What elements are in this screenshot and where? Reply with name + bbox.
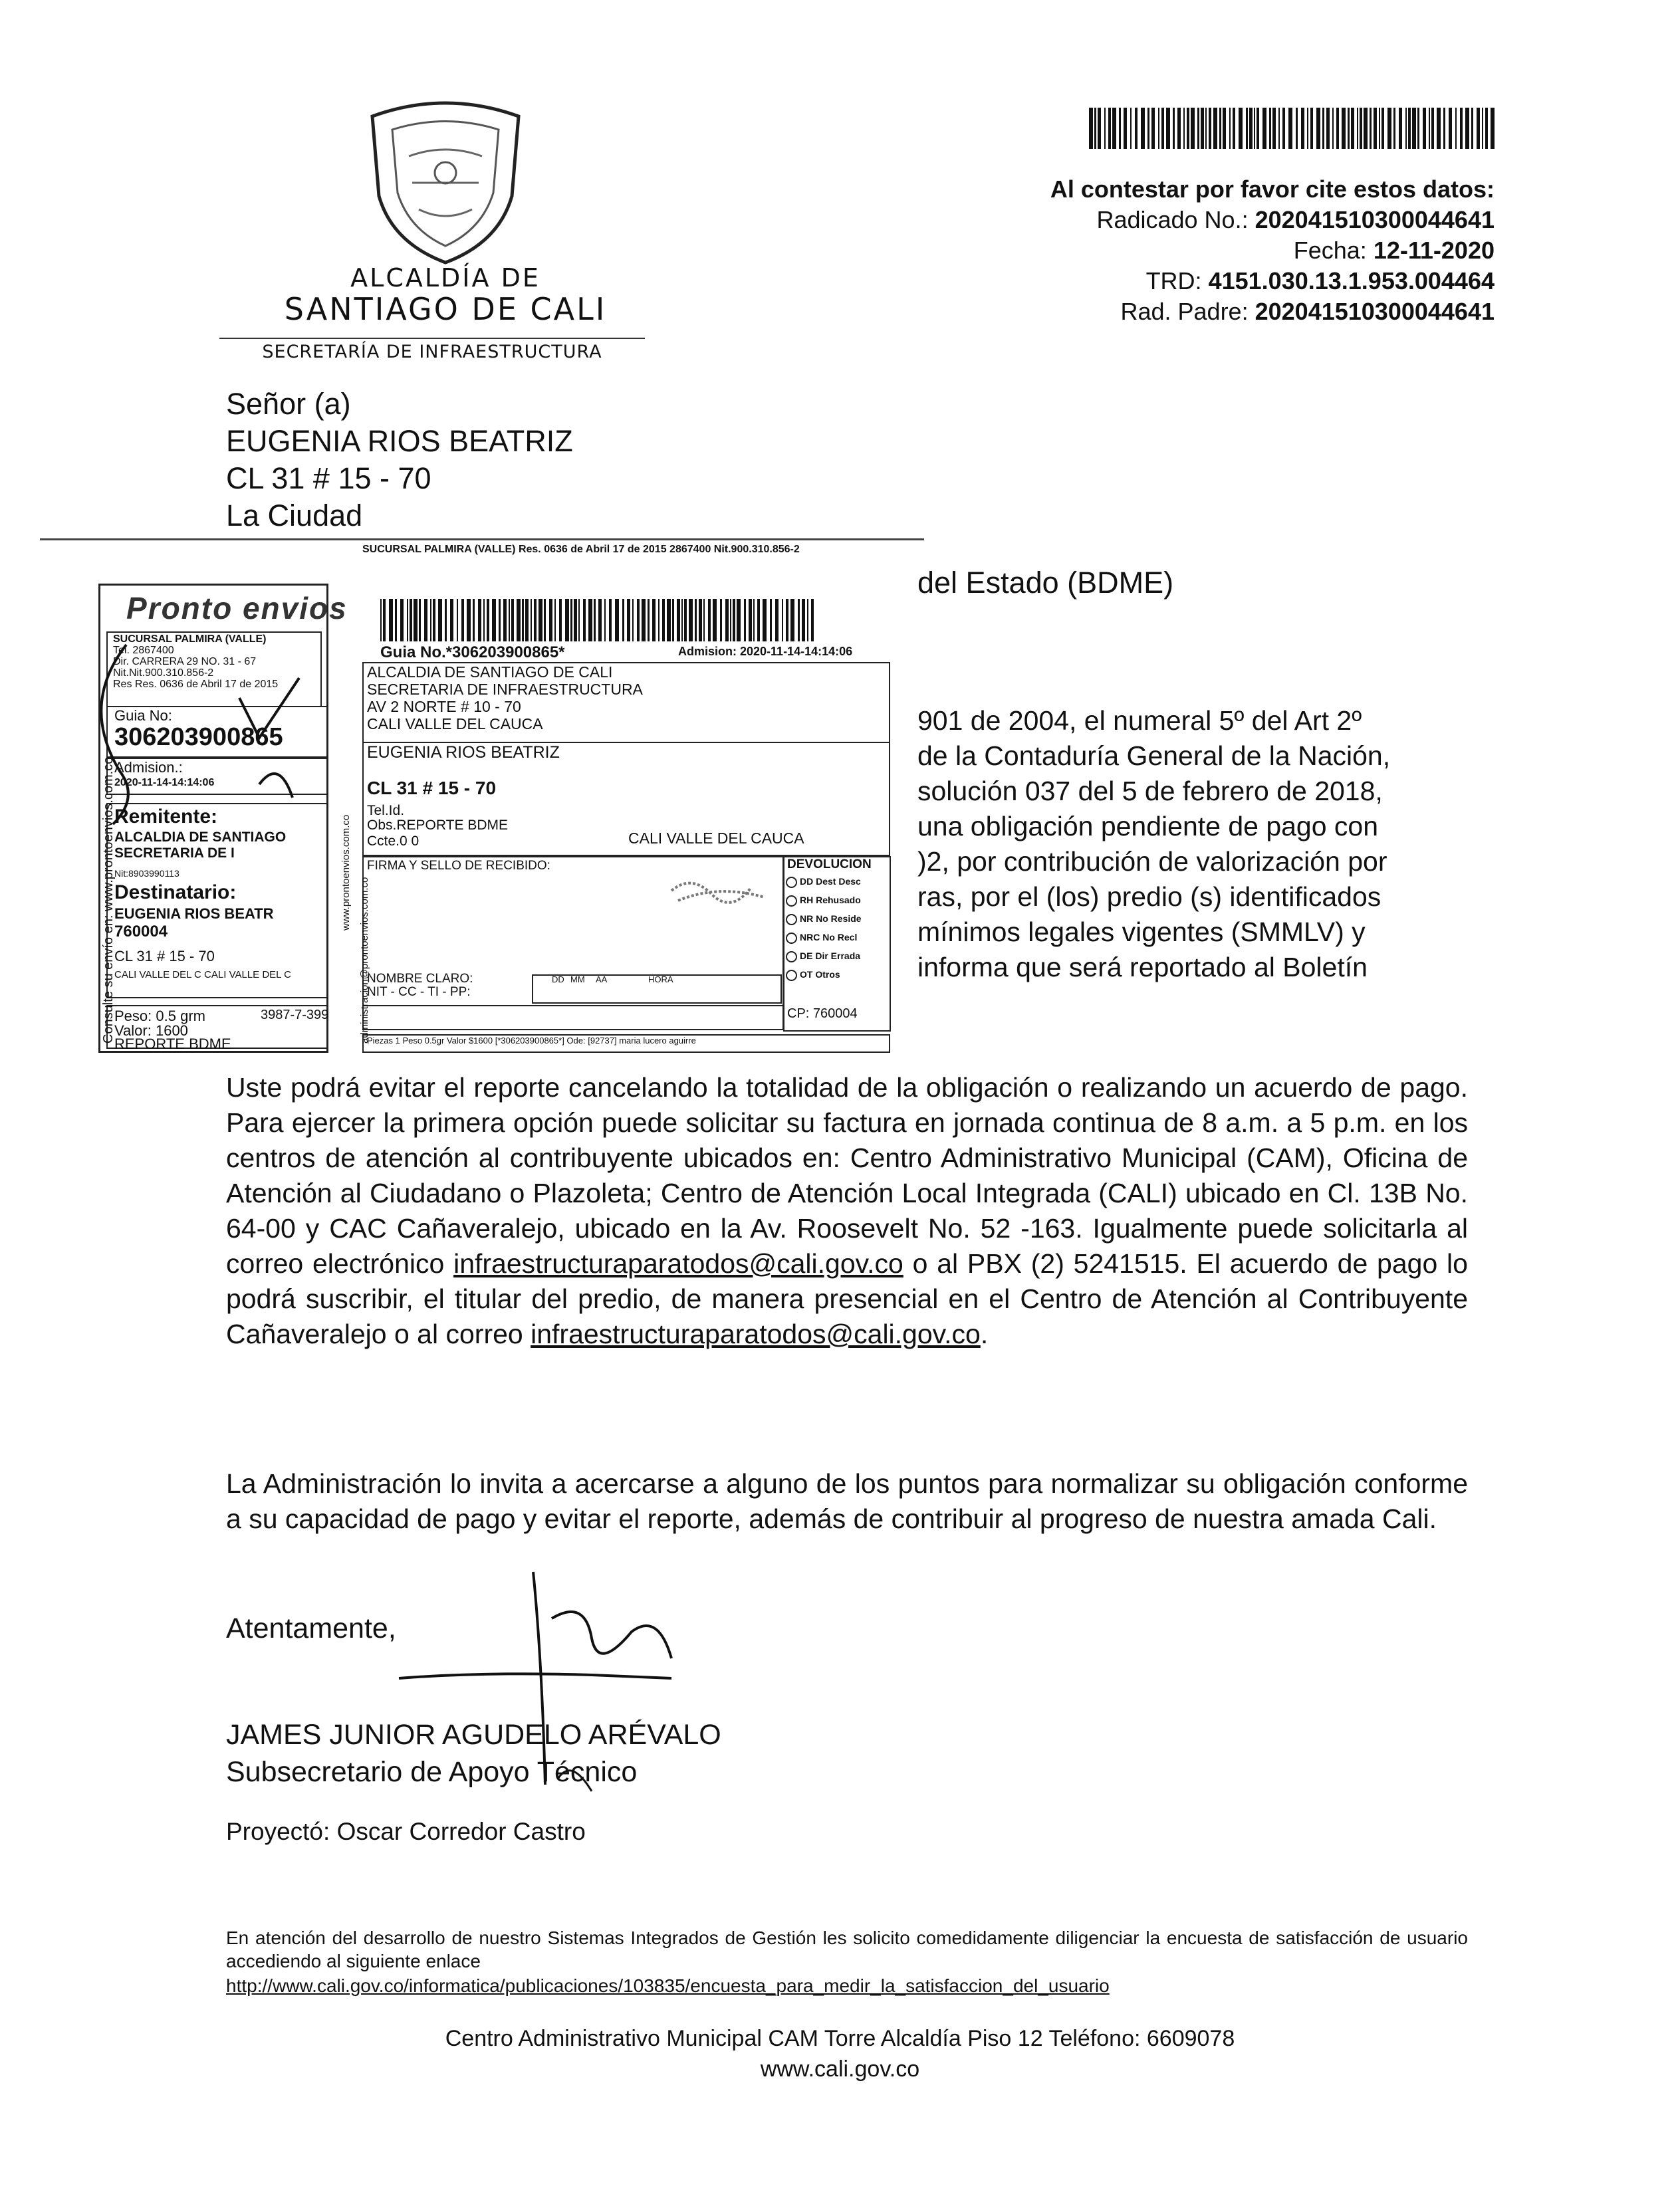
barcode-bar xyxy=(419,599,421,641)
partial-line-5: )2, por contribución de valorización por xyxy=(917,846,1387,877)
barcode-bar xyxy=(604,599,606,641)
barcode-bar xyxy=(1272,108,1276,149)
barcode-bar xyxy=(749,599,752,641)
barcode-bar xyxy=(1379,108,1380,149)
courier-res: Res Res. 0636 de Abril 17 de 2015 xyxy=(113,679,279,690)
courier-remitente-2: SECRETARIA DE I xyxy=(114,845,235,861)
radio-icon xyxy=(786,951,797,962)
barcode-bar xyxy=(522,599,524,641)
guide-hora: HORA xyxy=(648,974,673,984)
barcode-bar xyxy=(1262,108,1266,149)
barcode-bar xyxy=(609,599,612,641)
barcode-bar xyxy=(1449,108,1452,149)
barcode-bar xyxy=(1364,108,1368,149)
barcode-bar xyxy=(554,599,556,641)
barcode-bar xyxy=(1197,108,1199,149)
barcode-bar xyxy=(1326,108,1330,149)
letterhead-line1: ALCALDÍA DE xyxy=(350,263,540,292)
barcode-bar xyxy=(1141,108,1145,149)
barcode-bar xyxy=(478,599,481,641)
guide-firma-label: FIRMA Y SELLO DE RECIBIDO: xyxy=(367,859,550,873)
barcode-bar xyxy=(559,599,562,641)
barcode-bar xyxy=(1307,108,1308,149)
barcode-bar xyxy=(677,599,680,641)
recipient-name: EUGENIA RIOS BEATRIZ xyxy=(226,424,573,458)
guide-sender-4: CALI VALLE DEL CAUCA xyxy=(367,715,543,732)
barcode-bar xyxy=(1158,108,1159,149)
guide-bottom-text: Piezas 1 Peso 0.5gr Valor $1600 [*306203900865*] Ode: [92737] maria lucero aguirre xyxy=(367,1036,696,1046)
barcode-bar xyxy=(544,599,546,641)
courier-remitente-label: Remitente: xyxy=(114,806,218,828)
city-seal-icon xyxy=(346,96,545,266)
barcode-bar xyxy=(802,599,805,641)
barcode-bar xyxy=(1166,108,1170,149)
barcode-bar xyxy=(1098,108,1101,149)
courier-tel: Tel. 2867400 xyxy=(113,645,174,656)
radio-icon xyxy=(786,933,797,944)
barcode-bar xyxy=(549,599,552,641)
barcode-bar xyxy=(811,599,814,641)
partial-line-7: mínimos legales vigentes (SMMLV) y xyxy=(917,917,1366,947)
barcode-bar xyxy=(450,599,453,641)
barcode-bar xyxy=(509,599,510,641)
barcode-bar xyxy=(492,599,496,641)
barcode-bar xyxy=(1124,108,1127,149)
barcode-bar xyxy=(652,599,656,641)
guide-barcode-icon xyxy=(380,599,819,641)
survey-link[interactable]: http://www.cali.gov.co/informatica/publicaciones/103835/encuesta_para_medir_la_satisfaccion_del_usuario xyxy=(226,1975,1110,1996)
survey-text: En atención del desarrollo de nuestro Sistemas Integrados de Gestión les solicito comedidamente diligenciar la encuesta de satisfacción de usuario accediendo al siguiente enlace xyxy=(226,1928,1468,1971)
barcode-icon xyxy=(1089,108,1496,149)
barcode-bar xyxy=(1269,108,1271,149)
signer-name: JAMES JUNIOR AGUDELO ARÉVALO xyxy=(226,1719,721,1751)
barcode-bar xyxy=(438,599,442,641)
barcode-bar xyxy=(483,599,485,641)
barcode-bar xyxy=(757,599,760,641)
dev-option-2: RH Rehusado xyxy=(786,895,861,907)
barcode-bar xyxy=(461,599,464,641)
barcode-bar xyxy=(1239,108,1243,149)
guide-sender-3: AV 2 NORTE # 10 - 70 xyxy=(367,698,521,715)
barcode-bar xyxy=(1310,108,1313,149)
barcode-bar xyxy=(531,599,532,641)
barcode-bar xyxy=(594,599,596,641)
barcode-bar xyxy=(383,599,386,641)
letterhead-line3: SECRETARÍA DE INFRAESTRUCTURA xyxy=(219,338,645,362)
footer-website: www.cali.gov.co xyxy=(760,2056,920,2082)
citation-rad-padre: Rad. Padre: 202041510300044641 xyxy=(1120,298,1495,325)
barcode-bar xyxy=(473,599,475,641)
barcode-bar xyxy=(1151,108,1155,149)
barcode-bar xyxy=(525,599,529,641)
dev-option-6: OT Otros xyxy=(786,969,840,981)
projected-by: Proyectó: Oscar Corredor Castro xyxy=(226,1818,586,1845)
barcode-bar xyxy=(1351,108,1354,149)
guide-aa: AA xyxy=(596,974,608,984)
letterhead-line2: SANTIAGO DE CALI xyxy=(284,291,607,327)
barcode-bar xyxy=(380,599,382,641)
guide-nombre-label: NOMBRE CLARO: xyxy=(367,972,473,986)
courier-destinatario-label: Destinatario: xyxy=(114,881,237,903)
guide-rcpt-city: CALI VALLE DEL CAUCA xyxy=(628,830,804,847)
barcode-bar xyxy=(708,599,711,641)
barcode-bar xyxy=(1429,108,1430,149)
barcode-bar xyxy=(615,599,619,641)
barcode-bar xyxy=(662,599,665,641)
dev-option-4: NRC No Recl xyxy=(786,932,857,944)
barcode-bar xyxy=(1246,108,1248,149)
barcode-bar xyxy=(1405,108,1407,149)
barcode-bar xyxy=(574,599,577,641)
barcode-bar xyxy=(798,599,800,641)
courier-remitente-1: ALCALDIA DE SANTIAGO xyxy=(114,830,287,845)
guide-sender-1: ALCALDIA DE SANTIAGO DE CALI xyxy=(367,663,613,681)
barcode-bar xyxy=(1455,108,1457,149)
courier-peso: Peso: 0.5 grm xyxy=(114,1008,205,1024)
radio-icon xyxy=(786,914,797,925)
barcode-bar xyxy=(737,599,741,641)
barcode-bar xyxy=(782,599,783,641)
email-link-2[interactable]: infraestructuraparatodos@cali.gov.co xyxy=(531,1319,981,1349)
barcode-bar xyxy=(1485,108,1488,149)
guide-sender-2: SECRETARIA DE INFRAESTRUCTURA xyxy=(367,681,643,698)
courier-guia-label: Guia No: xyxy=(114,707,172,724)
courier-dest-city: CALI VALLE DEL C CALI VALLE DEL C xyxy=(114,969,291,980)
courier-remitente-nit: Nit:8903990113 xyxy=(114,868,180,879)
barcode-bar xyxy=(1370,108,1372,149)
guide-number: Guia No.*306203900865* xyxy=(380,643,565,661)
barcode-bar xyxy=(565,599,569,641)
guide-dd: DD xyxy=(552,974,564,984)
barcode-bar xyxy=(770,599,772,641)
barcode-bar xyxy=(786,599,788,641)
barcode-bar xyxy=(467,599,471,641)
barcode-bar xyxy=(632,599,634,641)
barcode-bar xyxy=(703,599,705,641)
partial-line-0: del Estado (BDME) xyxy=(917,566,1174,600)
partial-line-4: una obligación pendiente de pago con xyxy=(917,811,1379,841)
barcode-bar xyxy=(1233,108,1235,149)
barcode-bar xyxy=(1443,108,1445,149)
barcode-bar xyxy=(1387,108,1391,149)
partial-line-1: 901 de 2004, el numeral 5º del Art 2º xyxy=(917,705,1362,736)
dev-option-3: NR No Reside xyxy=(786,913,862,925)
barcode-bar xyxy=(667,599,671,641)
guide-nit-label: NIT - CC - TI - PP: xyxy=(367,985,471,999)
barcode-bar xyxy=(1491,108,1495,149)
courier-branch: SUCURSAL PALMIRA (VALLE) xyxy=(113,633,267,645)
barcode-bar xyxy=(503,599,507,641)
barcode-bar xyxy=(583,599,586,641)
closing-regards: Atentamente, xyxy=(226,1612,396,1644)
barcode-bar xyxy=(1357,108,1358,149)
guide-rcpt-tel: Tel.Id. xyxy=(367,803,405,818)
guide-rcpt-obs: Obs.REPORTE BDME xyxy=(367,818,508,833)
partial-line-3: solución 037 del 5 de febrero de 2018, xyxy=(917,776,1383,806)
recipient-city: La Ciudad xyxy=(226,498,363,532)
guide-devolucion-label: DEVOLUCION xyxy=(787,857,872,871)
barcode-bar xyxy=(681,599,683,641)
barcode-bar xyxy=(578,599,580,641)
barcode-bar xyxy=(1257,108,1259,149)
barcode-bar xyxy=(637,599,640,641)
handwritten-marks xyxy=(40,625,319,844)
barcode-bar xyxy=(1482,108,1483,149)
courier-side-text: Consulte su envío en: www.prontoenvios.com.co xyxy=(101,756,116,1044)
barcode-bar xyxy=(1094,108,1096,149)
barcode-bar xyxy=(588,599,592,641)
barcode-bar xyxy=(1229,108,1231,149)
barcode-bar xyxy=(1278,108,1280,149)
citation-trd: TRD: 4151.030.13.1.953.004464 xyxy=(1145,267,1495,294)
barcode-bar xyxy=(424,599,427,641)
barcode-bar xyxy=(1423,108,1426,149)
radio-icon xyxy=(786,877,797,888)
barcode-bar xyxy=(642,599,646,641)
footer-address: Centro Administrativo Municipal CAM Torre Alcaldía Piso 12 Teléfono: 6609078 xyxy=(445,2026,1235,2051)
barcode-bar xyxy=(699,599,702,641)
barcode-bar xyxy=(1161,108,1164,149)
barcode-bar xyxy=(1135,108,1138,149)
barcode-bar xyxy=(1147,108,1149,149)
barcode-bar xyxy=(598,599,602,641)
guide-mm: MM xyxy=(570,974,585,984)
barcode-bar xyxy=(1332,108,1334,149)
guide-side-email: administracion@prontoenvios.com.co xyxy=(359,877,370,1044)
barcode-bar xyxy=(395,599,397,641)
barcode-bar xyxy=(1336,108,1339,149)
barcode-bar xyxy=(1437,108,1441,149)
barcode-bar xyxy=(1460,108,1463,149)
barcode-bar xyxy=(1173,108,1175,149)
barcode-bar xyxy=(763,599,767,641)
barcode-bar xyxy=(1177,108,1181,149)
partial-line-2: de la Contaduría General de la Nación, xyxy=(917,740,1391,771)
barcode-bar xyxy=(1342,108,1346,149)
barcode-bar xyxy=(1296,108,1298,149)
barcode-bar xyxy=(410,599,412,641)
barcode-bar xyxy=(1399,108,1402,149)
barcode-bar xyxy=(511,599,514,641)
barcode-bar xyxy=(1348,108,1350,149)
radio-icon xyxy=(786,895,797,907)
radio-icon xyxy=(786,970,797,981)
courier-dir: Dir. CARRERA 29 NO. 31 - 67 xyxy=(113,656,257,667)
barcode-bar xyxy=(1412,108,1416,149)
courier-logo: Pronto envios xyxy=(126,591,348,625)
barcode-bar xyxy=(517,599,521,641)
barcode-bar xyxy=(457,599,458,641)
barcode-bar xyxy=(648,599,650,641)
citation-radicado: Radicado No.: 202041510300044641 xyxy=(1096,206,1495,233)
barcode-bar xyxy=(407,599,408,641)
courier-dest-code: 760004 xyxy=(114,923,168,940)
guide-extra-row xyxy=(362,1002,784,1030)
barcode-bar xyxy=(1209,108,1211,149)
barcode-bar xyxy=(400,599,404,641)
recipient-address: CL 31 # 15 - 70 xyxy=(226,461,431,495)
barcode-bar xyxy=(430,599,431,641)
barcode-bar xyxy=(689,599,693,641)
barcode-bar xyxy=(1191,108,1195,149)
citation-fecha: Fecha: 12-11-2020 xyxy=(1293,237,1495,264)
guide-rcpt-addr: CL 31 # 15 - 70 xyxy=(367,778,497,798)
guide-cp: CP: 760004 xyxy=(787,1006,858,1021)
barcode-bar xyxy=(1249,108,1253,149)
barcode-bar xyxy=(720,599,722,641)
courier-dest-addr: CL 31 # 15 - 70 xyxy=(114,948,215,964)
barcode-bar xyxy=(433,599,435,641)
courier-top-strip: SUCURSAL PALMIRA (VALLE) Res. 0636 de Abril 17 de 2015 2867400 Nit.900.310.856-2 xyxy=(362,544,800,555)
survey-link-row xyxy=(226,1974,1468,1997)
barcode-bar xyxy=(1254,108,1255,149)
barcode-bar xyxy=(1393,108,1395,149)
barcode-bar xyxy=(695,599,697,641)
barcode-bar xyxy=(1431,108,1434,149)
barcode-bar xyxy=(627,599,630,641)
dev-option-1: DD Dest Desc xyxy=(786,876,861,888)
barcode-bar xyxy=(1213,108,1217,149)
guide-rcpt-ccte: Ccte.0 0 xyxy=(367,833,420,849)
barcode-bar xyxy=(1205,108,1207,149)
barcode-bar xyxy=(445,599,447,641)
barcode-bar xyxy=(1408,108,1411,149)
barcode-bar xyxy=(1130,108,1132,149)
partial-line-8: informa que será reportado al Boletín xyxy=(917,952,1368,982)
barcode-bar xyxy=(487,599,489,641)
barcode-bar xyxy=(1219,108,1221,149)
barcode-bar xyxy=(744,599,746,641)
barcode-bar xyxy=(1477,108,1480,149)
recipient-salutation: Señor (a) xyxy=(226,387,351,421)
barcode-bar xyxy=(1223,108,1226,149)
courier-admision-label: Admision.: xyxy=(114,759,183,776)
email-link-1[interactable]: infraestructuraparatodos@cali.gov.co xyxy=(453,1248,903,1279)
barcode-bar xyxy=(1104,108,1106,149)
barcode-bar xyxy=(1183,108,1185,149)
barcode-bar xyxy=(1322,108,1324,149)
guide-admision: Admision: 2020-11-14-14:14:06 xyxy=(678,645,853,658)
barcode-bar xyxy=(534,599,537,641)
barcode-bar xyxy=(658,599,660,641)
barcode-bar xyxy=(733,599,735,641)
courier-dest-name: EUGENIA RIOS BEATR xyxy=(114,905,274,922)
partial-line-6: ras, por el (los) predio (s) identificados xyxy=(917,881,1381,912)
barcode-bar xyxy=(1471,108,1473,149)
body-paragraph-1: Uste podrá evitar el reporte cancelando la totalidad de la obligación o realizando un acuerdo de pago. Para ejercer la primera opción puede solicitar su factura en jornada continua de 8 a.m. a 5 p.m. en los centros de atención al contribuyente ubicados en: Centro Administrativo Municipal (CAM), Oficina de Atención al Ciudadano o Plazoleta; Centro de Atención Local Integrada (CALI) ubicado en Cl. 13B No. 64-00 y CAC Cañaveralejo, ubicado en la Av. Roosevelt No. 52 -163. Igualmente puede solicitarla al correo electrónico infraestructuraparatodos@cali.gov.co o al PBX (2) 5241515. El acuerdo de pago lo podrá suscribir, el titular del predio, de manera presencial en el Centro de Atención al Contribuyente Cañaveralejo o al correo infraestructuraparatodos@cali.gov.co. xyxy=(226,1072,1468,1349)
barcode-bar xyxy=(539,599,542,641)
courier-reporte: REPORTE BDME xyxy=(114,1036,231,1052)
dev-option-5: DE Dir Errada xyxy=(786,950,860,962)
barcode-bar xyxy=(775,599,779,641)
barcode-bar xyxy=(1201,108,1204,149)
courier-valor: Valor: 1600 xyxy=(114,1022,188,1039)
barcode-bar xyxy=(414,599,418,641)
citation-heading: Al contestar por favor cite estos datos: xyxy=(1050,175,1495,203)
barcode-bar xyxy=(1360,108,1362,149)
barcode-bar xyxy=(1108,108,1111,149)
barcode-bar xyxy=(672,599,674,641)
barcode-bar xyxy=(622,599,624,641)
barcode-bar xyxy=(1119,108,1121,149)
barcode-bar xyxy=(753,599,755,641)
barcode-bar xyxy=(1187,108,1189,149)
barcode-bar xyxy=(499,599,501,641)
courier-guia-value: 306203900865 xyxy=(114,723,283,751)
barcode-bar xyxy=(1465,108,1469,149)
barcode-bar xyxy=(730,599,731,641)
barcode-bar xyxy=(713,599,717,641)
barcode-bar xyxy=(1417,108,1419,149)
barcode-bar xyxy=(725,599,729,641)
body-paragraph-2: La Administración lo invita a acercarse a alguno de los puntos para normalizar su obligación conforme a su capacidad de pago y evitar el reporte, además de contribuir al progreso de nuestra amada Cali. xyxy=(226,1468,1468,1534)
barcode-bar xyxy=(1112,108,1116,149)
barcode-bar xyxy=(790,599,794,641)
courier-code-right: 3987-7-399 xyxy=(261,1008,329,1022)
barcode-bar xyxy=(1374,108,1377,149)
signer-title: Subsecretario de Apoyo Técnico xyxy=(226,1756,638,1788)
barcode-bar xyxy=(1282,108,1285,149)
barcode-bar xyxy=(389,599,393,641)
barcode-bar xyxy=(684,599,687,641)
courier-nit: Nit.Nit.900.310.856-2 xyxy=(113,667,214,679)
barcode-bar xyxy=(1381,108,1384,149)
stamp-scribble-icon xyxy=(665,871,771,911)
guide-side-web: www.prontoenvios.com.co xyxy=(340,814,352,931)
barcode-bar xyxy=(570,599,572,641)
barcode-bar xyxy=(1316,108,1320,149)
courier-admision-value: 2020-11-14-14:14:06 xyxy=(114,777,215,788)
barcode-bar xyxy=(807,599,808,641)
barcode-bar xyxy=(1288,108,1292,149)
guide-rcpt-name: EUGENIA RIOS BEATRIZ xyxy=(367,743,560,762)
barcode-bar xyxy=(1301,108,1304,149)
barcode-bar xyxy=(1089,108,1093,149)
